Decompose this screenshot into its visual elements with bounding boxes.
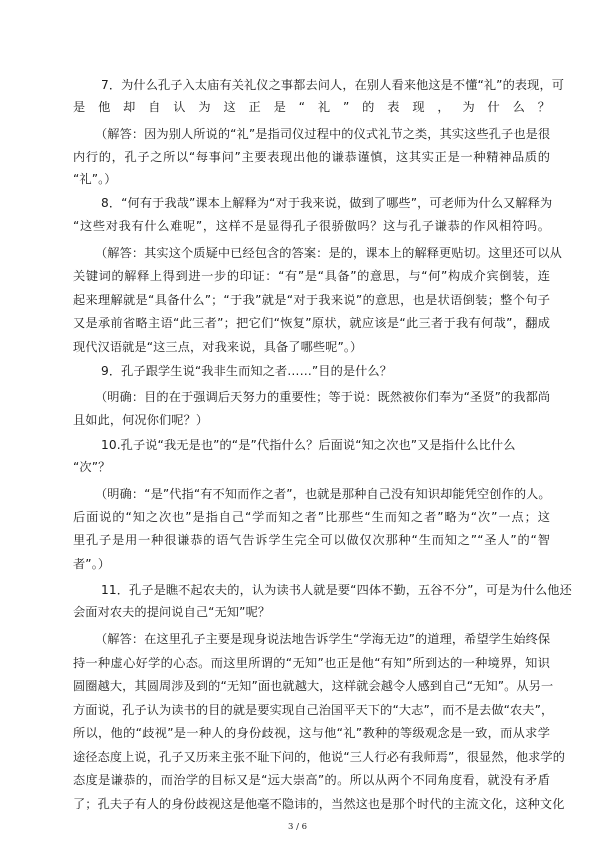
answer-9-line-1: （明确：目的在于强调后天努力的重要性；等于说：既然被你们奉为“圣贤”的我都尚	[95, 390, 551, 404]
answer-11-line-5: 所以，他的“歧视”是一种人的身份歧视，这与他“礼”教种的等级观念是一致，而从求学	[73, 726, 550, 740]
question-9-line-1: 9．孔子跟学生说“我非生而知之者……”目的是什么？	[101, 364, 393, 378]
answer-10-line-1: （明确：“是”代指“有不知而作之者”，也就是那种自己没有知识却能凭空创作的人。	[95, 487, 551, 501]
answer-8-line-5: 现代汉语就是“这三点，对我来说，具备了哪些呢”。）	[73, 340, 363, 354]
answer-9-line-2: 且如此，何况你们呢？）	[73, 413, 209, 427]
question-10-line-1: 10.孔子说“我无是也”的“是”代指什么？后面说“知之次也”又是指什么比什么	[101, 438, 516, 452]
question-7-line-2: 是他却自认为这正是“礼”的表现，为什么？	[73, 100, 550, 114]
answer-10-line-2: 后面说的“知之次也”是指自己“学而知之者”比那些“生而知之者”略为“次”一点；这	[73, 510, 550, 524]
question-8-line-1: 8．“何有于我哉”课本上解释为“对于我来说，做到了哪些”，可老师为什么又解释为	[101, 196, 553, 210]
question-11-line-1: 11．孔子是瞧不起农夫的，认为读书人就是要“四体不勤，五谷不分”，可是为什么他还	[101, 583, 572, 597]
answer-11-line-4: 方面说，孔子认为读书的目的就是要实现自己治国平天下的“大志”，而不是去做“农夫”，	[73, 703, 554, 717]
answer-7-line-1: （解答：因为别人所说的“礼”是指司仪过程中的仪式礼节之类，其实这些孔子也是很	[95, 127, 551, 141]
answer-7-line-3: “礼”。）	[73, 172, 117, 186]
question-8-line-2: “这些对我有什么难呢”，这样不是显得孔子很骄傲吗？这与孔子谦恭的作风相符吗。	[73, 219, 550, 233]
answer-8-line-4: 又是承前省略主语“此三者”；把它们“恢复”原状，就应该是“此三者于我有何哉”，翻成	[73, 316, 550, 330]
answer-8-line-3: 起来理解就是“具备什么”；“于我”就是“对于我来说”的意思，也是状语倒装；整个句子	[73, 293, 550, 307]
question-10-line-2: “次”？	[73, 460, 111, 474]
answer-11-line-1: （解答：在这里孔子主要是现身说法地告诉学生“学海无边”的道理，希望学生始终保	[95, 632, 551, 646]
question-11-line-2: 会面对农夫的提问说自己“无知”呢？	[73, 605, 271, 619]
answer-8-line-2: 关键词的解释上得到进一步的印证：“有”是“具备”的意思，与“何”构成介宾倒装，连	[73, 269, 550, 283]
answer-11-line-6: 途径态度上说，孔子又历来主张不耻下问的，他说“三人行必有我师焉”，很显然，他求学的	[73, 750, 566, 764]
answer-10-line-3: 里孔子是用一种很谦恭的语气告诉学生完全可以做仅次那种“生而知之”“圣人”的“智	[73, 533, 550, 547]
answer-11-line-2: 持一种虚心好学的心态。而这里所谓的“无知”也正是他“有知”所到达的一种境界，知识	[73, 656, 550, 670]
answer-11-line-7: 态度是谦恭的，而治学的目标又是“远大崇高”的。所以从两个不同角度看，就没有矛盾	[73, 773, 550, 787]
answer-8-line-1: （解答：其实这个质疑中已经包含的答案：是的，课本上的解释更贴切。这里还可以从	[95, 246, 562, 260]
answer-11-line-8: 了；孔夫子有人的身份歧视这是他毫不隐讳的，当然这也是那个时代的主流文化，这种文化	[73, 797, 565, 811]
answer-11-line-3: 圆圈越大，其圆周涉及到的“无知”面也就越大，这样就会越令人感到自己“无知”。从另一	[73, 679, 554, 693]
answer-10-line-4: 者”。）	[73, 557, 111, 571]
answer-7-line-2: 内行的，孔子之所以“每事问”主要表现出他的谦恭谨慎，这其实正是一种精神品质的	[73, 150, 550, 164]
question-7-line-1: 7．为什么孔子入太庙有关礼仪之事都去问人，在别人看来他这是不懂“礼”的表现，可	[101, 78, 565, 92]
page-number: 3 / 6	[287, 822, 308, 832]
